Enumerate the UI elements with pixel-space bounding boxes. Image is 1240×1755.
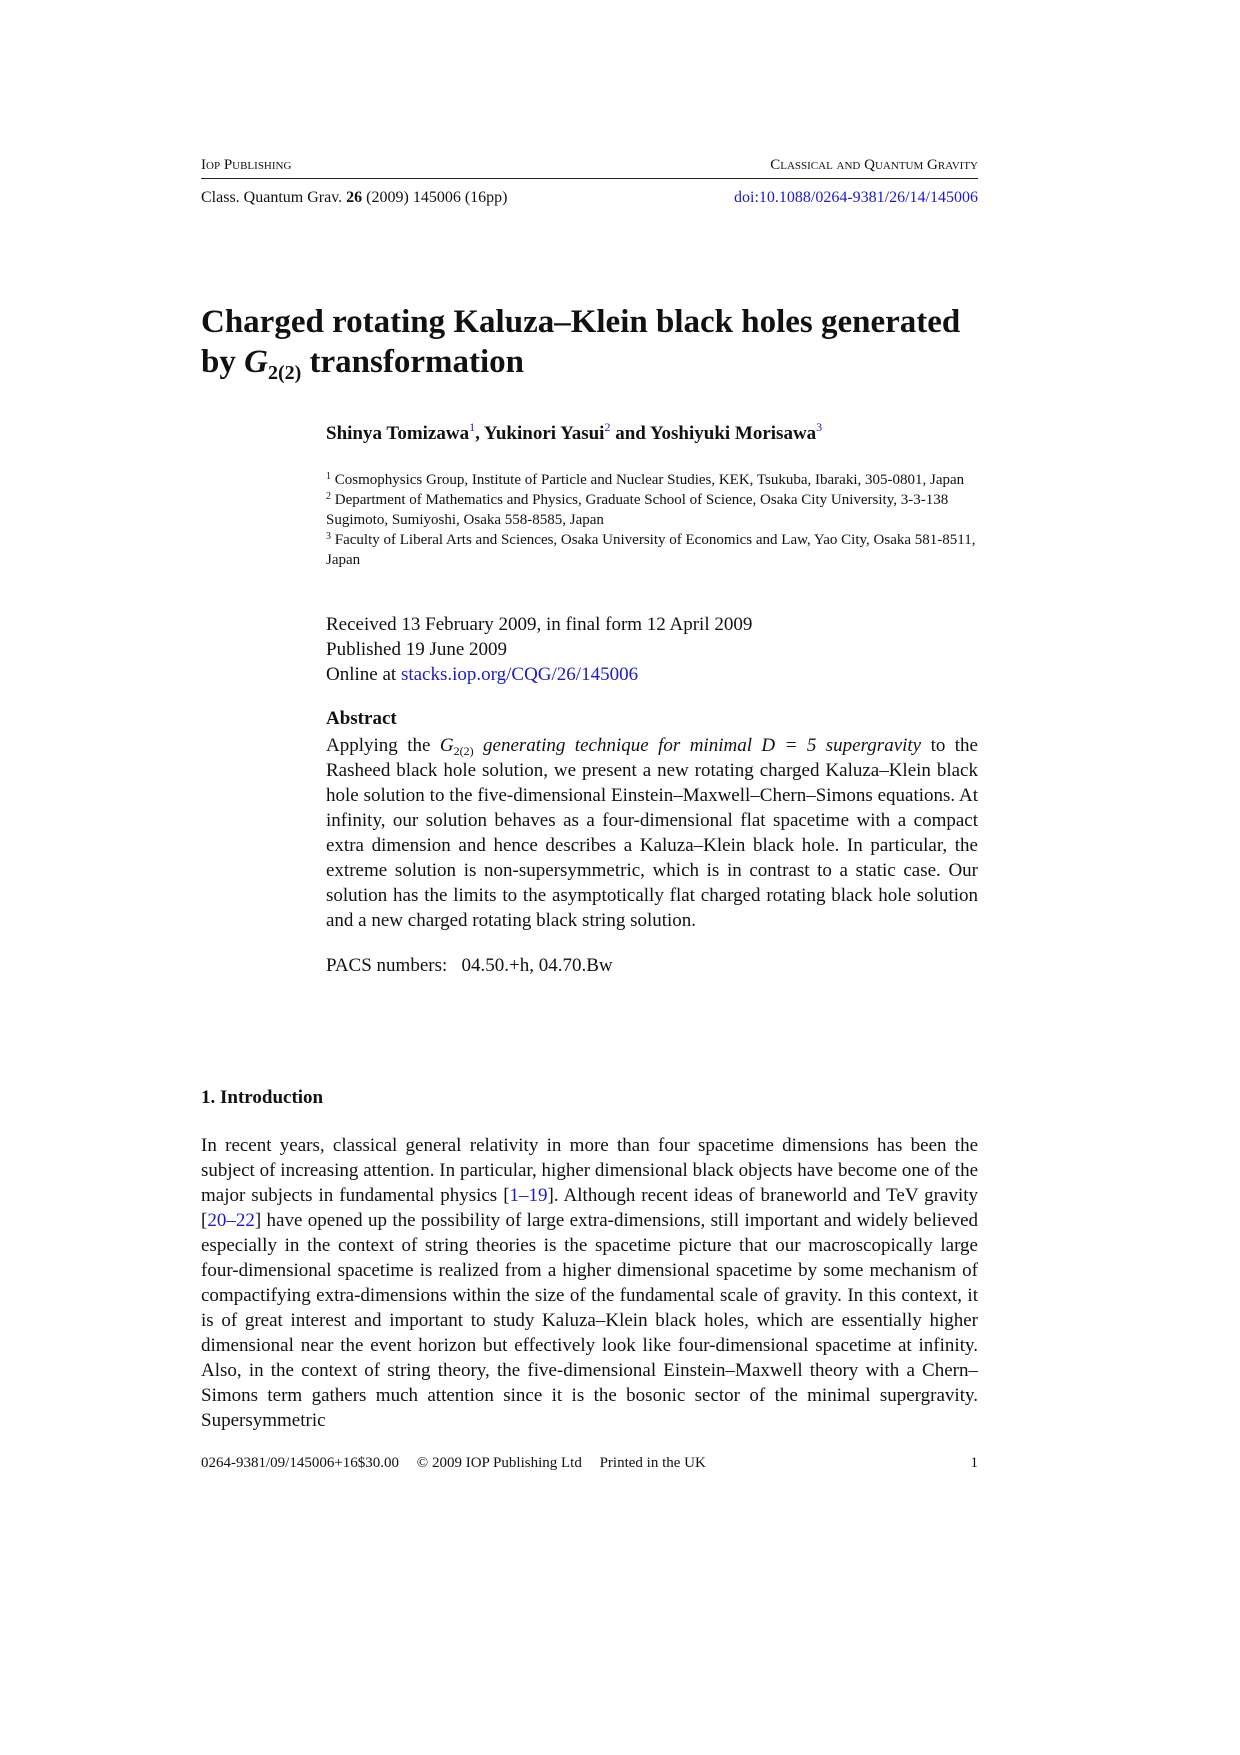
header-publisher bbox=[201, 156, 291, 174]
abstract-subscript: 2(2) bbox=[453, 744, 474, 758]
author-affiliation-mark[interactable]: 2 bbox=[604, 420, 611, 434]
online-url-link[interactable]: stacks.iop.org/CQG/26/145006 bbox=[400, 664, 639, 685]
journal-citation bbox=[201, 189, 507, 207]
affiliation-item bbox=[326, 490, 986, 530]
author-name: Yoshiyuki Morisawa bbox=[649, 423, 817, 444]
header-journal-text: CLASSICAL AND QUANTUM GRAVITY bbox=[770, 157, 978, 173]
footer-printed: Printed in the UK bbox=[599, 1455, 706, 1471]
intro-part2: Although recent ideas of braneworld and TeV gravity bbox=[563, 1185, 978, 1206]
author-separator: , bbox=[475, 423, 480, 444]
online-line bbox=[326, 662, 752, 687]
title-subscript: 2(2) bbox=[267, 362, 302, 384]
author-affiliation-mark[interactable]: 1 bbox=[469, 420, 476, 434]
citation-volume: 26 bbox=[346, 189, 363, 206]
abstract-lead: Applying the bbox=[326, 735, 431, 756]
doi-link[interactable]: doi:10.1088/0264-9381/26/14/145006 bbox=[734, 189, 978, 206]
affiliation-text: Cosmophysics Group, Institute of Particle and Nuclear Studies, KEK, Tsukuba, Ibaraki, 305-0801, Japan bbox=[334, 472, 965, 488]
abstract-symbol: G bbox=[439, 735, 454, 756]
online-prefix: Online at bbox=[326, 664, 397, 685]
abstract-heading: Abstract bbox=[326, 708, 397, 729]
title-line1: Charged rotating Kaluza–Klein black holes generated bbox=[201, 304, 961, 340]
pacs-values: 04.50.+h, 04.70.Bw bbox=[461, 955, 613, 976]
title-prefix: by bbox=[201, 344, 236, 380]
author-name: Yukinori Yasui bbox=[483, 423, 605, 444]
header-publisher-text: IOP PUBLISHING bbox=[201, 157, 292, 173]
header-journal bbox=[770, 156, 978, 174]
author-separator: and bbox=[615, 423, 646, 444]
abstract-body: to the Rasheed black hole solution, we present a new rotating charged Kaluza–Klein black hole solution to the five-dimensional Einstein–Maxwell–Chern–Simons equations. At infinity, our solution behaves as a four-dimensional flat spacetime with a compact extra dimension and hence describes a Kaluza–Klein black hole. In particular, the extreme solution is non-supersymmetric, which is in contrast to a static case. Our solution has the limits to the asymptotically flat charged rotating black hole solution and a new charged rotating black string solution. bbox=[326, 735, 978, 931]
title-symbol: G bbox=[244, 344, 268, 380]
doi bbox=[734, 189, 978, 207]
affiliation-item bbox=[326, 530, 986, 570]
affiliation-mark: 2 bbox=[326, 491, 331, 502]
header-rule bbox=[201, 178, 978, 179]
affiliation-item bbox=[326, 470, 986, 490]
page-number: 1 bbox=[970, 1455, 978, 1471]
introduction-text: In recent years, classical general relativity in more than four spacetime dimensions has been the subject of increasing attention. In particular, higher dimensional black objects have become one of the major subjects in fundamental physics [1–19]. Although recent ideas of braneworld and TeV gravity [20–22] have opened up the possibility of large extra-dimensions, still important and widely believed especially in the context of string theories is the spacetime picture that our macroscopically large four-dimensional spacetime is realized from a higher dimensional spacetime by some mechanism of compactifying extra-dimensions within the size of the fundamental scale of gravity. In this context, it is of great interest and important to study Kaluza–Klein black holes, which are essentially higher dimensional near the event horizon but effectively look like four-dimensional spacetime at infinity. Also, in the context of string theory, the five-dimensional Einstein–Maxwell theory with a Chern–Simons term gathers much attention since it is the bosonic sector of the minimal supergravity. Supersymmetric bbox=[201, 1135, 979, 1431]
citation-suffix: (2009) 145006 (16pp) bbox=[366, 189, 508, 206]
publication-dates bbox=[326, 612, 752, 687]
affiliation-text: Faculty of Liberal Arts and Sciences, Osaka University of Economics and Law, Yao City, Osaka 581-8511, Japan bbox=[326, 532, 976, 568]
affiliation-mark: 1 bbox=[326, 471, 331, 482]
affiliation-text: Department of Mathematics and Physics, Graduate School of Science, Osaka City University, 3-3-138 Sugimoto, Sumiyoshi, Osaka 558-8585, Japan bbox=[326, 492, 949, 528]
received-date: Received 13 February 2009, in final form 12 April 2009 bbox=[326, 614, 753, 635]
author-name: Shinya Tomizawa bbox=[326, 423, 470, 444]
citation-link[interactable]: 20–22 bbox=[207, 1210, 255, 1231]
paper-title bbox=[201, 302, 991, 382]
author-list bbox=[326, 420, 823, 445]
footer-copyright: © 2009 IOP Publishing Ltd bbox=[416, 1455, 582, 1471]
page-footer bbox=[201, 1455, 720, 1472]
author-affiliation-mark[interactable]: 3 bbox=[816, 420, 823, 434]
pacs-label: PACS numbers: bbox=[326, 955, 448, 976]
published-date: Published 19 June 2009 bbox=[326, 639, 508, 660]
pacs-numbers bbox=[326, 955, 613, 977]
section-heading-introduction: 1. Introduction bbox=[201, 1087, 324, 1108]
affiliation-mark: 3 bbox=[326, 531, 331, 542]
abstract-italic-phrase: generating technique for minimal D = 5 supergravity bbox=[483, 735, 922, 756]
title-suffix: transformation bbox=[309, 344, 524, 380]
abstract-text bbox=[326, 733, 978, 933]
intro-part3: have opened up the possibility of large extra-dimensions, still important and widely believed especially in the context of string theories is the spacetime picture that our macroscopically large four-dimensional spacetime is realized from a higher dimensional spacetime by some mechanism of compactifying extra-dimensions within the size of the fundamental scale of gravity. In this context, it is of great interest and important to study Kaluza–Klein black holes, which are essentially higher dimensional near the event horizon but effectively look like four-dimensional spacetime at infinity. Also, in the context of string theory, the five-dimensional Einstein–Maxwell theory with a Chern–Simons term gathers much attention since it is the bosonic sector of the minimal supergravity. Supersymmetric bbox=[201, 1210, 979, 1431]
footer-code: 0264-9381/09/145006+16$30.00 bbox=[201, 1455, 400, 1471]
intro-part1: In recent years, classical general relativity in more than four spacetime dimensions has been the subject of increasing attention. In particular, higher dimensional black objects have become one of the major subjects in fundamental physics bbox=[201, 1135, 978, 1206]
affiliation-list bbox=[326, 470, 986, 570]
citation-prefix: Class. Quantum Grav. bbox=[201, 189, 343, 206]
citation-link[interactable]: 1–19 bbox=[509, 1185, 548, 1206]
